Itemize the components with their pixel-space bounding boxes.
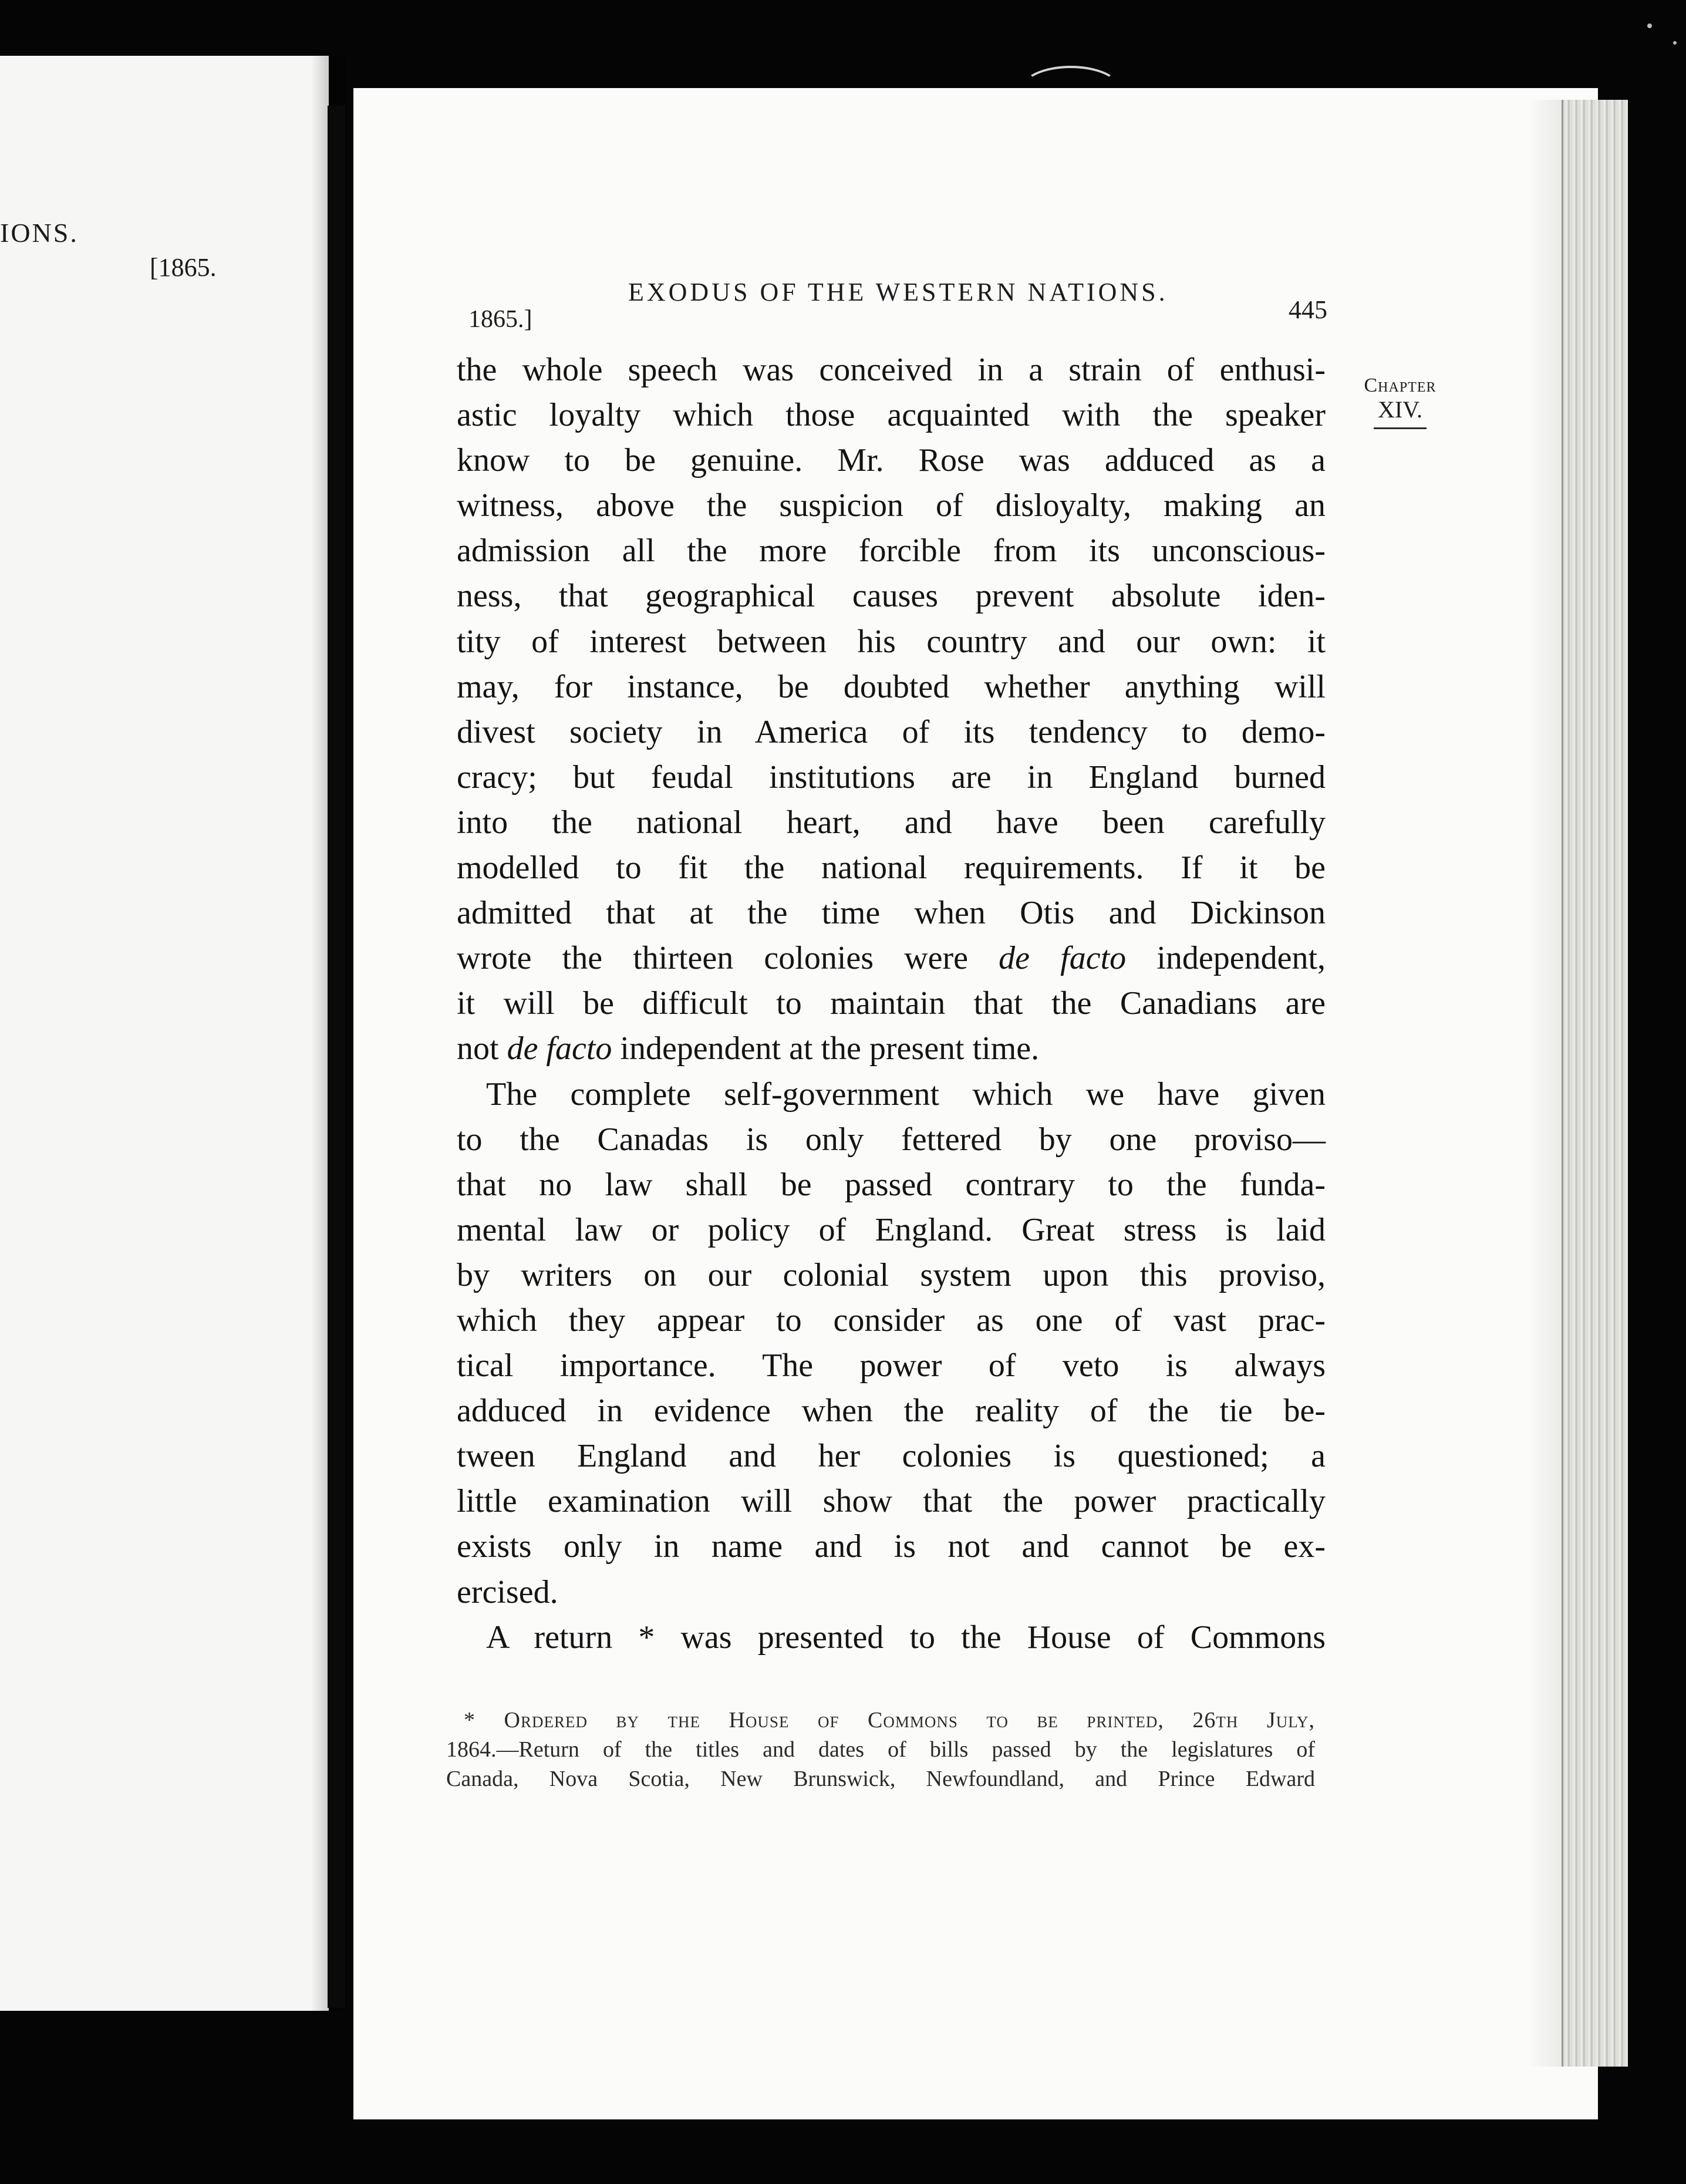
body-line: tity of interest between his country and our own: it [457,623,1326,660]
body-line: cracy; but feudal institutions are in England burned [457,759,1326,796]
body-line: which they appear to consider as one of vast prac- [457,1302,1326,1339]
page-year: 1865.] [468,306,532,333]
left-page [0,56,329,2011]
chapter-rule [1374,427,1427,429]
body-line: wrote the thirteen colonies were de facto independent, [457,940,1326,977]
body-line: that no law shall be passed contrary to the funda- [457,1166,1326,1203]
body-line: not de facto independent at the present time. [457,1030,1040,1067]
body-line: modelled to fit the national requirements. If it be [457,850,1326,887]
body-text [457,348,1326,1660]
body-line: A return * was presented to the House of Commons [486,1619,1326,1656]
body-line: by writers on our colonial system upon this proviso, [457,1256,1326,1293]
chapter-number: XIV. [1378,396,1422,423]
body-line: astic loyalty which those acquainted with the speaker [457,397,1326,434]
bookmark-thread [1021,66,1120,112]
body-line: witness, above the suspicion of disloyalty, making an [457,487,1326,524]
body-line: adduced in evidence when the reality of the tie be- [457,1393,1326,1430]
running-head: EXODUS OF THE WESTERN NATIONS. [628,278,1168,306]
body-line: admission all the more forcible from its unconscious- [457,532,1326,569]
body-line: exists only in name and is not and cannot be ex- [457,1528,1326,1565]
body-line: The complete self-government which we have given [486,1076,1326,1113]
dust-speck [1673,41,1677,45]
chapter-margin-note [1350,375,1450,429]
left-page-year: [1865. [150,253,217,282]
body-line: may, for instance, be doubted whether anything will [457,668,1326,705]
body-line: know to be genuine. Mr. Rose was adduced as a [457,442,1326,479]
body-line: little examination will show that the power practically [457,1483,1326,1520]
book-gutter [328,106,345,2008]
body-line: ercised. [457,1573,558,1610]
body-line: the whole speech was conceived in a strain of enthusi- [457,352,1326,388]
dust-speck [1647,23,1652,28]
body-line: it will be difficult to maintain that the Canadians are [457,985,1326,1022]
body-line: mental law or policy of England. Great stress is laid [457,1211,1326,1248]
footnote [446,1706,1315,1794]
left-running-head: IONS. [0,218,79,248]
body-line: tical importance. The power of veto is always [457,1347,1326,1384]
body-line: admitted that at the time when Otis and Dickinson [457,895,1326,932]
body-line: ness, that geographical causes prevent absolute iden- [457,578,1326,615]
body-line: divest society in America of its tendency to demo- [457,713,1326,750]
footnote-line: Canada, Nova Scotia, New Brunswick, Newfoundland, and Prince Edward [446,1767,1315,1791]
footnote-line: 1864.—Return of the titles and dates of bills passed by the legislatures of [446,1737,1315,1762]
stacked-page-edges [1562,100,1628,2067]
footnote-line: * Ordered by the House of Commons to be printed, 26th July, [464,1708,1315,1733]
page-number: 445 [1289,295,1327,324]
body-line: tween England and her colonies is questioned; a [457,1438,1326,1475]
body-line: into the national heart, and have been carefully [457,804,1326,841]
body-line: to the Canadas is only fettered by one proviso— [457,1121,1326,1158]
chapter-label: Chapter [1364,375,1437,396]
